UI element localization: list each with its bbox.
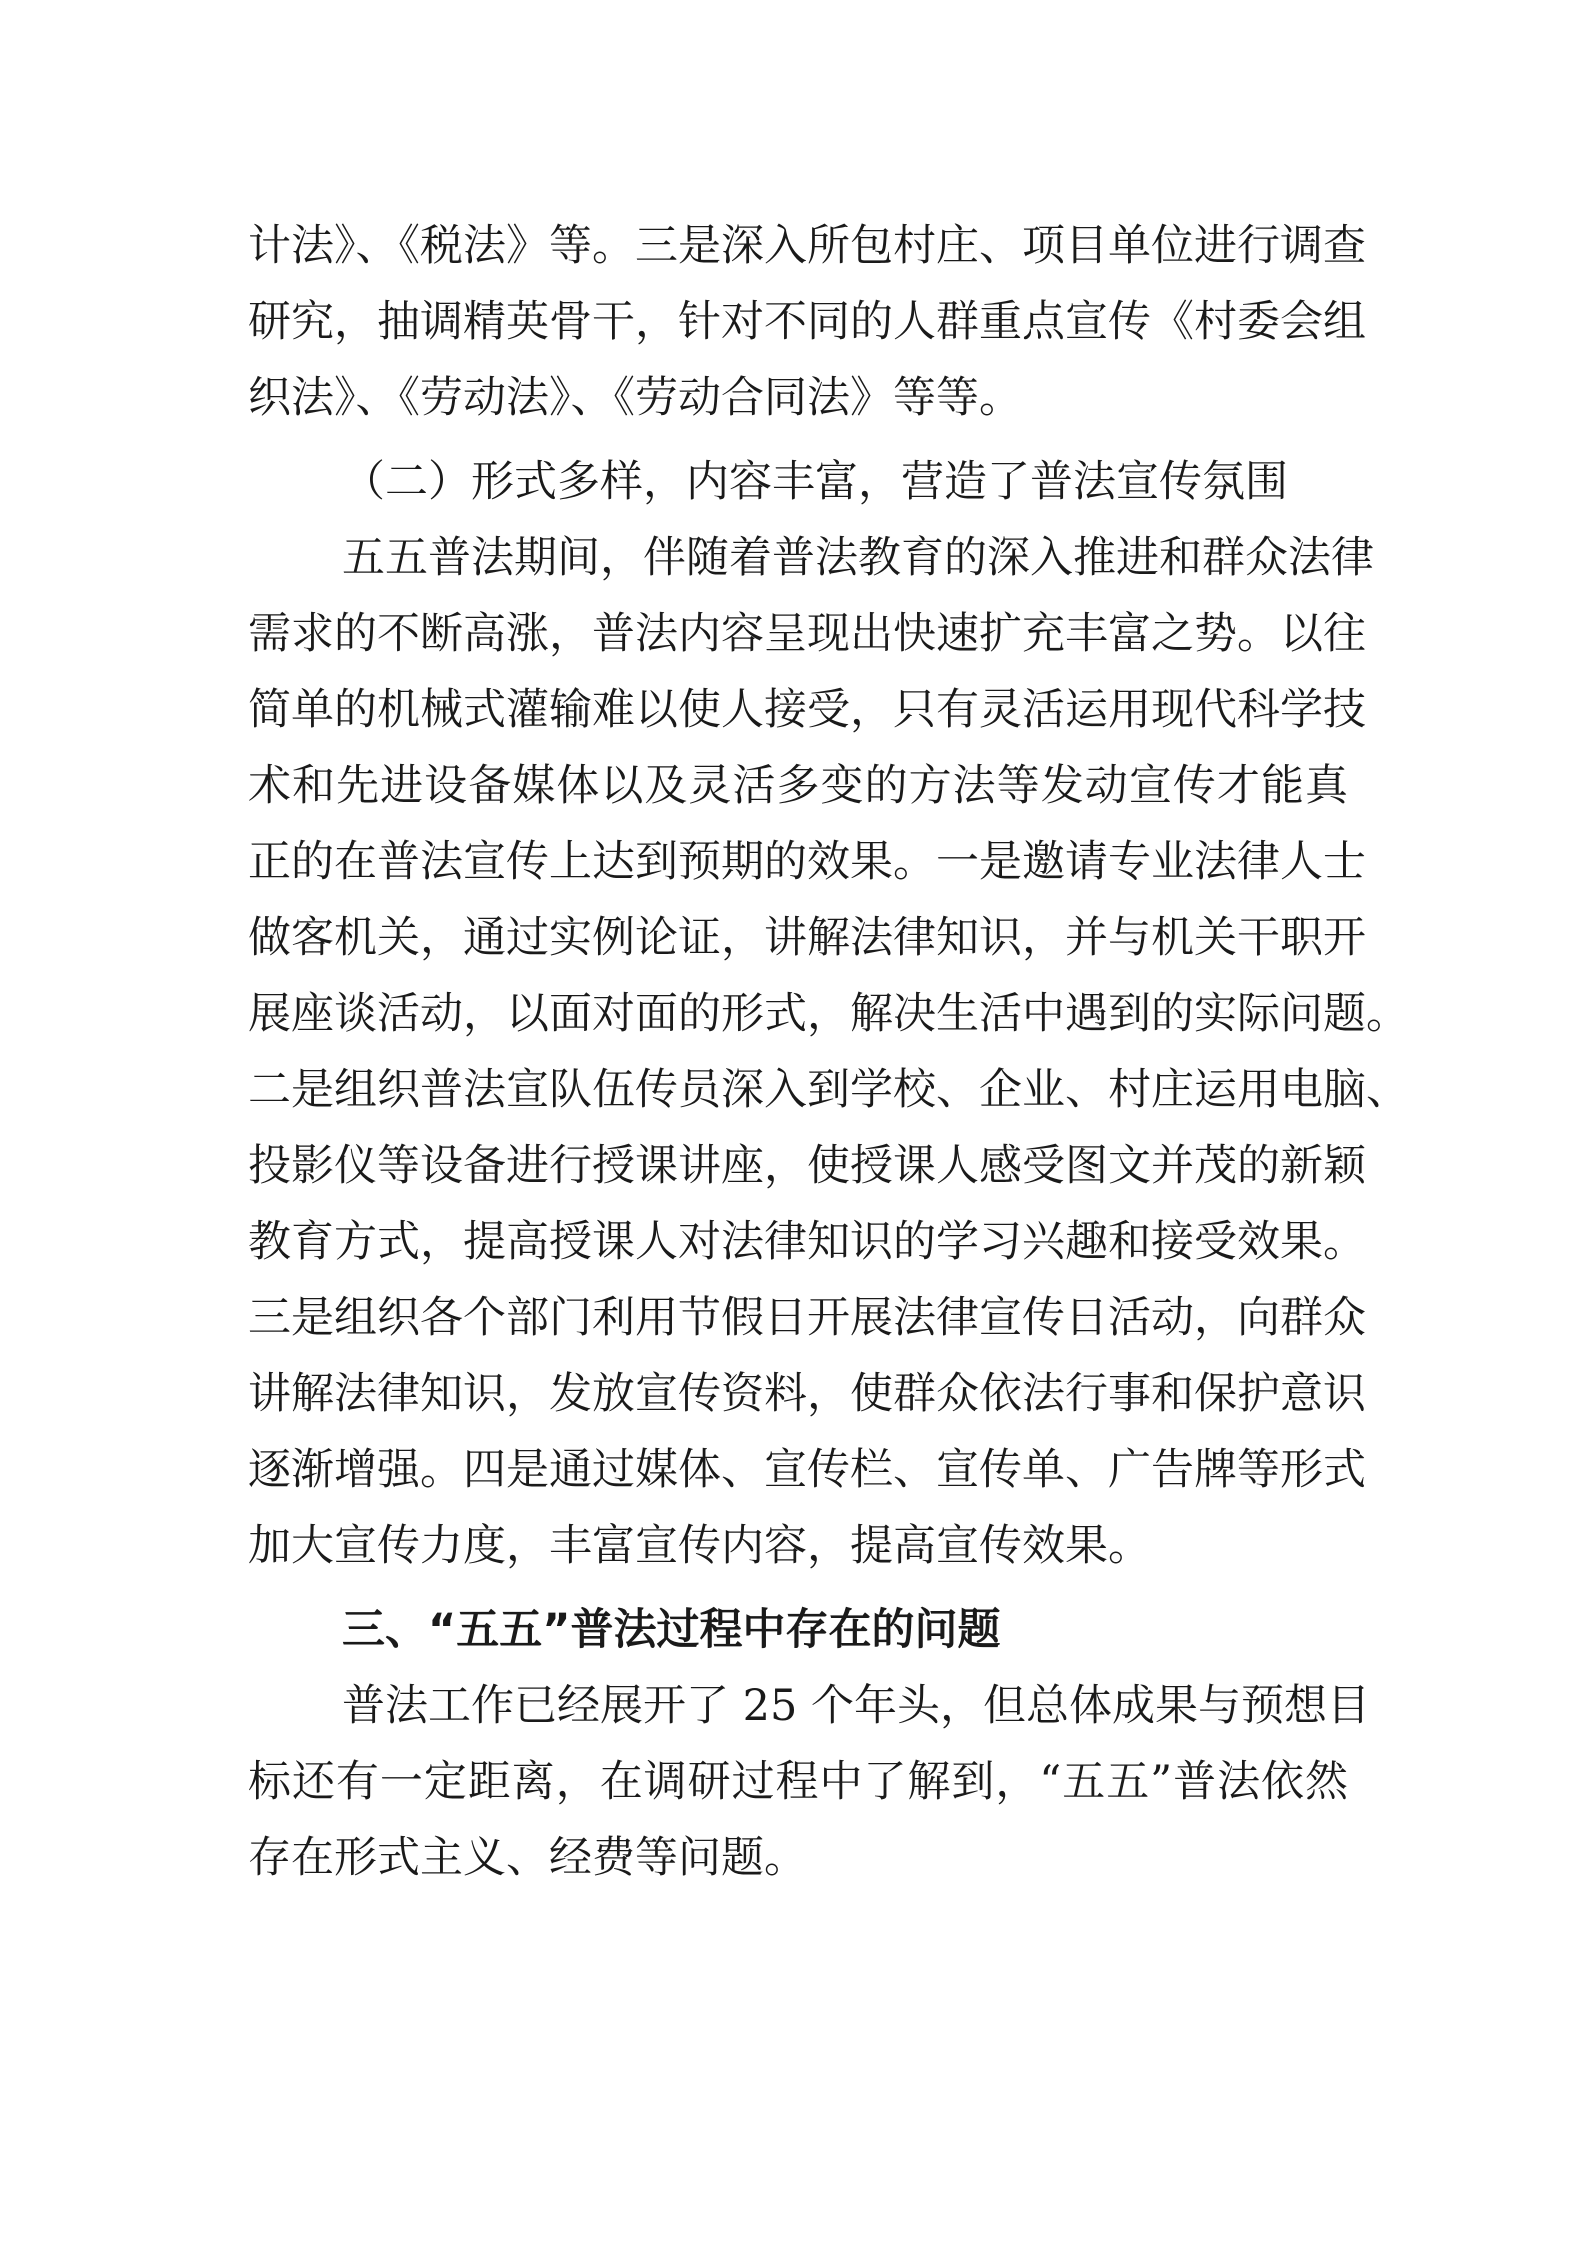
section-heading: 三、“五五”普法过程中存在的问题 bbox=[342, 1605, 1001, 1655]
text-line: 织法》、《劳动法》、《劳动合同法》等等。 bbox=[248, 373, 1022, 423]
text-line: 三是组织各个部门利用节假日开展法律宣传日活动，向群众 bbox=[248, 1293, 1366, 1343]
text-line: 简单的机械式灌输难以使人接受，只有灵活运用现代科学技 bbox=[248, 685, 1366, 735]
text-line: 展座谈活动，以面对面的形式，解决生活中遇到的实际问题。 bbox=[248, 989, 1409, 1039]
text-line: 存在形式主义、经费等问题。 bbox=[248, 1833, 807, 1883]
text-line: 加大宣传力度，丰富宣传内容，提高宣传效果。 bbox=[248, 1521, 1151, 1571]
text-line: 标还有一定距离，在调研过程中了解到，“五五”普法依然 bbox=[248, 1757, 1348, 1807]
text-line: 教育方式，提高授课人对法律知识的学习兴趣和接受效果。 bbox=[248, 1217, 1366, 1267]
text-line: 讲解法律知识，发放宣传资料，使群众依法行事和保护意识 bbox=[248, 1369, 1366, 1419]
text-line: 做客机关，通过实例论证，讲解法律知识，并与机关干职开 bbox=[248, 913, 1366, 963]
text-line: 普法工作已经展开了 25 个年头，但总体成果与预想目 bbox=[342, 1681, 1371, 1731]
section-heading: （二）形式多样，内容丰富，营造了普法宣传氛围 bbox=[342, 457, 1288, 507]
text-line: 投影仪等设备进行授课讲座，使授课人感受图文并茂的新颖 bbox=[248, 1141, 1366, 1191]
text-line: 逐渐增强。四是通过媒体、宣传栏、宣传单、广告牌等形式 bbox=[248, 1445, 1366, 1495]
text-line: 五五普法期间，伴随着普法教育的深入推进和群众法律 bbox=[342, 533, 1374, 583]
text-line: 计法》、《税法》等。三是深入所包村庄、项目单位进行调查 bbox=[248, 221, 1366, 271]
text-line: 术和先进设备媒体以及灵活多变的方法等发动宣传才能真 bbox=[248, 761, 1348, 811]
text-line: 研究，抽调精英骨干，针对不同的人群重点宣传《村委会组 bbox=[248, 297, 1366, 347]
text-line: 二是组织普法宣队伍传员深入到学校、企业、村庄运用电脑、 bbox=[248, 1065, 1409, 1115]
text-line: 正的在普法宣传上达到预期的效果。一是邀请专业法律人士 bbox=[248, 837, 1366, 887]
text-line: 需求的不断高涨，普法内容呈现出快速扩充丰富之势。以往 bbox=[248, 609, 1366, 659]
